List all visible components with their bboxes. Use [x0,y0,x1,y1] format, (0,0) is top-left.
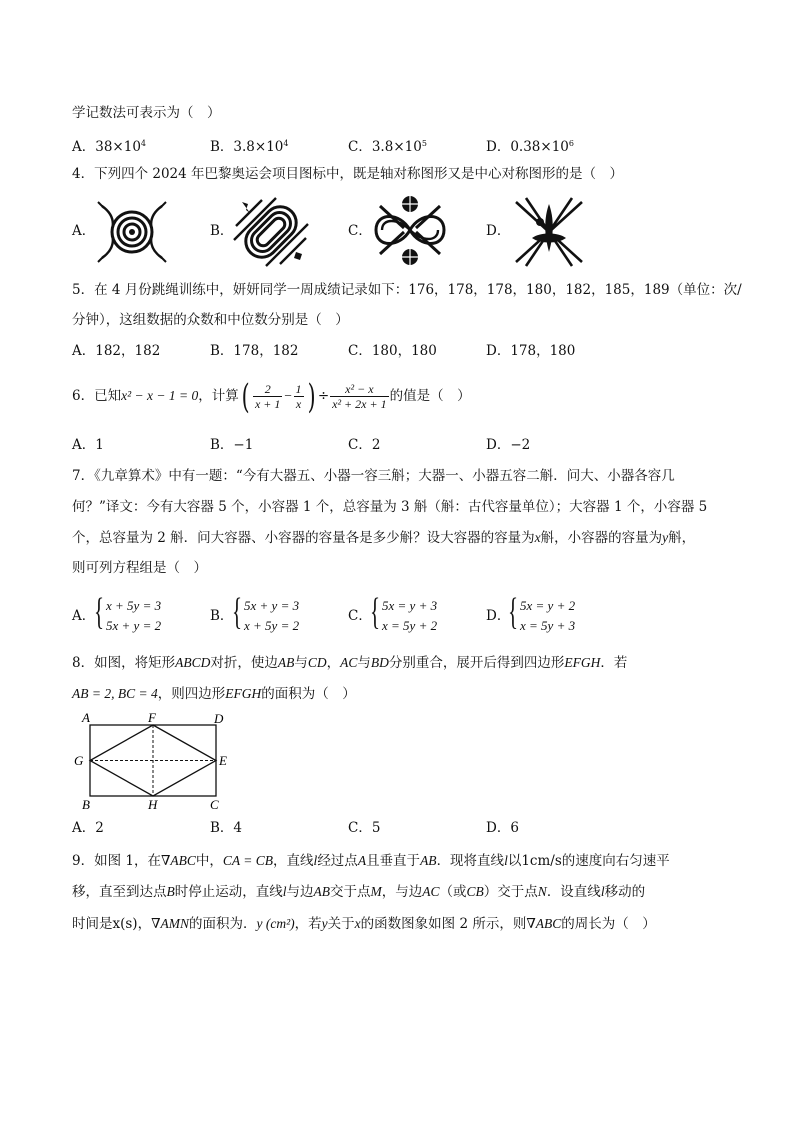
q4-label-b: B． [210,223,234,239]
q5-option-c: C．180，180 [348,343,437,359]
q7-label-c: C． [348,608,372,624]
q3-option-c: C．$3.8\times 10^5$ [348,139,427,155]
q8-stem-line1: 8．如图，将矩形ABCD对折，使边AB与CD，AC与BD分别重合，展开后得到四边形EFGH．若 [72,655,628,671]
q7-stem-line3: 个，总容量为 2 斛．问大容器、小容器的容量各是多少斛？设大容器的容量为x斛，小容器的容量为y斛， [72,530,696,546]
q7-label-b: B． [210,608,234,624]
q7-system-a: { x + 5y = 3 5x + y = 2 [94,591,162,633]
q7-stem-line2: 何？”译文：今有大容器 5 个，小容器 1 个，总容量为 3 斛（斛：古代容量单位）；大容器 1 个，小容器 5 [72,499,708,515]
label-f: F [148,710,156,725]
q3-option-a: A．$38\times 10^4$ [72,139,147,155]
q5-option-d: D．178，180 [486,343,576,359]
rowing-icon [510,194,588,270]
q7-system-c: { 5x = y + 3 x = 5y + 2 [370,591,438,633]
q8-option-c: C．5 [348,820,381,836]
q6-option-a: A．1 [72,437,104,453]
q4-label-c: C． [348,223,372,239]
label-e: E [219,753,227,768]
q5-stem-line2: 分钟），这组数据的众数和中位数分别是（ ） [72,312,349,328]
q3-stem-tail: 学记数法可表示为（ ） [72,105,221,121]
q6-stem: 6．已知x² − x − 1 = 0，计算( $\frac{2}{x + 1}$ − $\frac{1}{x}$ ) ÷ $\frac{\text{x² − x}}{\text{x² + 2x + 1}}$ 的值是（ ） [72,376,471,417]
q7-stem-line1: 7．《九章算术》中有一题：“今有大器五、小器一容三斛；大器一、小器五容二斛．问大、小器各容几 [72,468,675,484]
q5-stem-line1: 5．在 4 月份跳绳训练中，妍妍同学一周成绩记录如下：176，178，178，180，182，185，189（单位：次/ [72,282,742,298]
label-d: D [214,711,224,726]
q3-option-d: D．$0.38\times 10^6$ [486,139,574,155]
q4-label-a: A． [72,223,96,239]
q7-label-d: D． [486,608,511,624]
q8-option-d: D．6 [486,820,519,836]
label-c: C [210,797,219,812]
q6-condition: x² − x − 1 = 0 [121,388,199,403]
q5-option-b: B．178，182 [210,343,299,359]
q4-stem: 4．下列四个 2024 年巴黎奥运会项目图标中，既是轴对称图形又是中心对称图形的是（ ） [72,166,624,182]
label-a: A [82,710,90,725]
label-h: H [148,797,158,812]
track-icon [232,196,310,268]
q3-option-b: B．$3.8\times 10^4$ [210,139,289,155]
q8-rectangle-figure [70,708,240,814]
basketball-icon [370,194,450,270]
q6-fraction-3: $\frac{\text{x² − x}}{\text{x² + 2x + 1}}$ [332,382,387,411]
q6-option-d: D．−2 [486,437,531,453]
q8-option-b: B．4 [210,820,243,836]
q9-stem-line3: 时间是x(s)，∇AMN的面积为．y (cm²)，若y关于x的函数图象如图 2 所示，则∇ABC的周长为（ ） [72,916,656,932]
q8-stem-line2: AB = 2, BC = 4，则四边形EFGH的面积为（ ） [72,686,356,702]
label-g: G [74,753,84,768]
q6-option-b: B．−1 [210,437,254,453]
q7-system-d: { 5x = y + 2 x = 5y + 3 [508,591,576,633]
archery-icon [94,196,170,268]
label-b: B [82,797,90,812]
q8-option-a: A．2 [72,820,104,836]
q6-fraction-2: $\frac{1}{x}$ [295,382,302,411]
q7-stem-line4: 则可列方程组是（ ） [72,560,207,576]
q6-fraction-1: $\frac{2}{x + 1}$ [254,382,281,411]
q9-stem-line1: 9．如图 1，在∇ABC中，CA = CB，直线l经过点A且垂直于AB．现将直线l以1cm/s的速度向右匀速平 [72,853,670,869]
q6-option-c: C．2 [348,437,381,453]
q5-option-a: A．182，182 [72,343,161,359]
q7-system-b: { 5x + y = 3 x + 5y = 2 [232,591,300,633]
q9-stem-line2: 移，直至到达点B时停止运动，直线l与边AB交于点M，与边AC（或CB）交于点N．设直线l移动的 [72,884,646,900]
q7-label-a: A． [72,608,96,624]
q4-label-d: D． [486,223,511,239]
